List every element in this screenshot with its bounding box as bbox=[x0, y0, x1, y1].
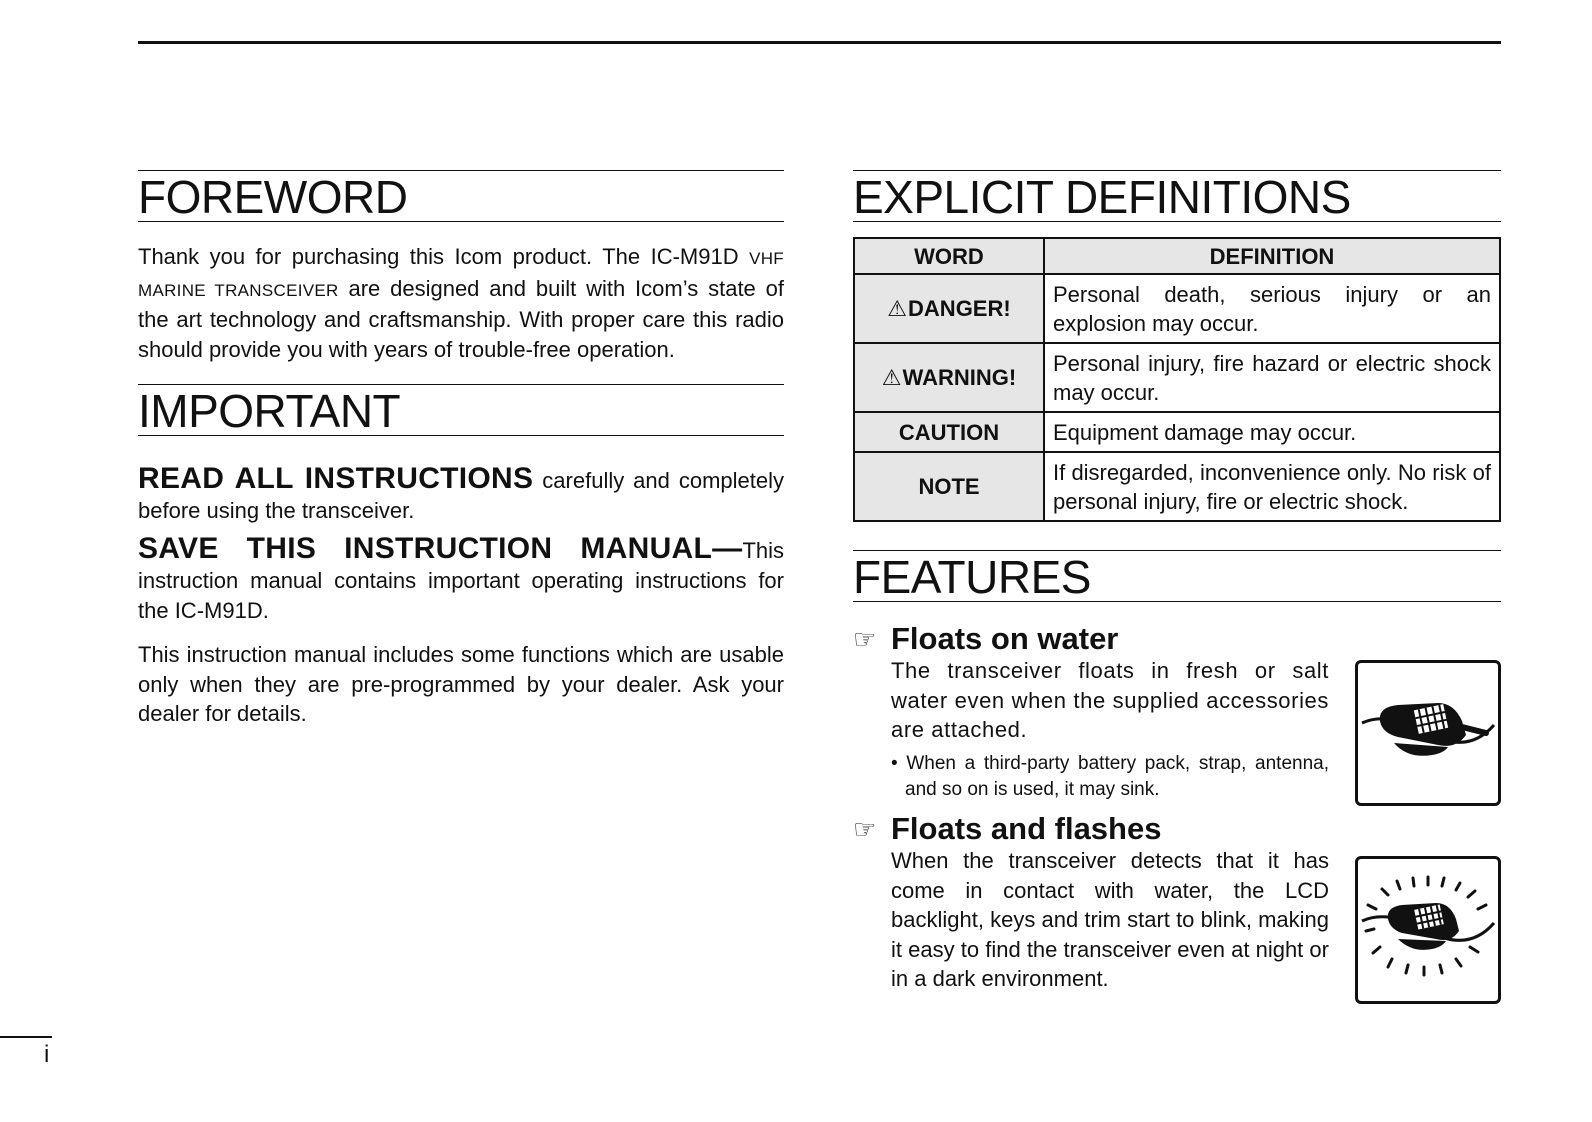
table-row bbox=[854, 412, 1500, 452]
feature-title: Floats and flashes bbox=[891, 811, 1162, 846]
word-cell: CAUTION bbox=[854, 412, 1044, 452]
table-header-row bbox=[854, 238, 1500, 274]
dealer-note-paragraph: This instruction manual includes some functions which are usable only when they are pre-programmed by your dealer. Ask your dealer for details. bbox=[138, 642, 784, 726]
radio-flashing-icon bbox=[1358, 859, 1498, 1001]
foreword-text-2: are designed and built with Icom’s state of the art technology and craftsmanship. With proper care this radio should provide you with years of trouble-free operation. bbox=[138, 275, 784, 362]
table-row bbox=[854, 343, 1500, 412]
read-instructions-lead: READ ALL INSTRUCTIONS bbox=[138, 462, 534, 495]
feature-floats-and-flashes bbox=[853, 812, 1501, 1004]
feature-floats-on-water bbox=[853, 622, 1501, 806]
foreword-heading: FOREWORD bbox=[138, 170, 784, 222]
feature-description: The transceiver floats in fresh or salt water even when the supplied accessories are attached. bbox=[891, 658, 1329, 742]
word-danger: DANGER! bbox=[908, 296, 1011, 321]
feature-body bbox=[853, 846, 1501, 1004]
radio-floating-icon bbox=[1358, 663, 1498, 803]
definition-cell: Personal death, serious injury or an explosion may occur. bbox=[1044, 274, 1500, 343]
foreword-product-name: VHF MARINE TRANSCEIVER bbox=[138, 249, 784, 300]
table-row bbox=[854, 274, 1500, 343]
definition-column-header: DEFINITION bbox=[1044, 238, 1500, 274]
features-heading: FEATURES bbox=[853, 550, 1501, 602]
feature-title-row bbox=[853, 812, 1501, 846]
feature-body bbox=[853, 656, 1501, 806]
feature-bullet-note: • When a third-party battery pack, strap, antenna, and so on is used, it may sink. bbox=[891, 752, 1329, 800]
left-column bbox=[138, 170, 784, 729]
foreword-text-1: Thank you for purchasing this Icom product. The IC-M91D bbox=[138, 244, 750, 269]
pointing-hand-icon: ☞ bbox=[853, 814, 877, 844]
warning-triangle-icon: ⚠ bbox=[887, 296, 908, 321]
feature-text-block bbox=[891, 656, 1329, 806]
definition-cell: Equipment damage may occur. bbox=[1044, 412, 1500, 452]
read-instructions-paragraph bbox=[138, 464, 784, 526]
definitions-table bbox=[853, 237, 1501, 522]
radio-floating-illustration bbox=[1355, 660, 1501, 806]
word-column-header: WORD bbox=[854, 238, 1044, 274]
feature-text-block bbox=[891, 846, 1329, 1004]
word-cell bbox=[854, 343, 1044, 412]
right-column bbox=[853, 170, 1501, 1004]
footer-rule bbox=[0, 1036, 52, 1038]
pointing-hand-icon: ☞ bbox=[853, 624, 877, 654]
foreword-paragraph bbox=[138, 242, 784, 364]
feature-description: When the transceiver detects that it has come in contact with water, the LCD backlight, keys and trim start to blink, making it easy to find the transceiver even at night or in a dark environment. bbox=[891, 848, 1329, 991]
read-instructions-text: carefully and completely before using the transceiver. bbox=[138, 468, 785, 523]
feature-title: Floats on water bbox=[891, 621, 1119, 656]
page-number: i bbox=[44, 1041, 50, 1068]
save-manual-text: This instruction manual contains important operating instructions for the IC-M91D. bbox=[138, 538, 784, 623]
important-heading: IMPORTANT bbox=[138, 384, 784, 436]
definition-cell: If disregarded, inconvenience only. No risk of personal injury, fire or electric shock. bbox=[1044, 452, 1500, 521]
word-cell: NOTE bbox=[854, 452, 1044, 521]
definition-cell: Personal injury, fire hazard or electric shock may occur. bbox=[1044, 343, 1500, 412]
definitions-heading: EXPLICIT DEFINITIONS bbox=[853, 170, 1501, 222]
save-manual-lead: SAVE THIS INSTRUCTION MANUAL— bbox=[138, 532, 743, 565]
top-rule bbox=[138, 41, 1501, 44]
table-row bbox=[854, 452, 1500, 521]
warning-triangle-icon: ⚠ bbox=[881, 365, 902, 390]
radio-flashing-illustration bbox=[1355, 856, 1501, 1004]
save-manual-paragraph bbox=[138, 534, 784, 626]
feature-title-row bbox=[853, 622, 1501, 656]
word-cell bbox=[854, 274, 1044, 343]
word-warning: WARNING! bbox=[902, 365, 1017, 390]
